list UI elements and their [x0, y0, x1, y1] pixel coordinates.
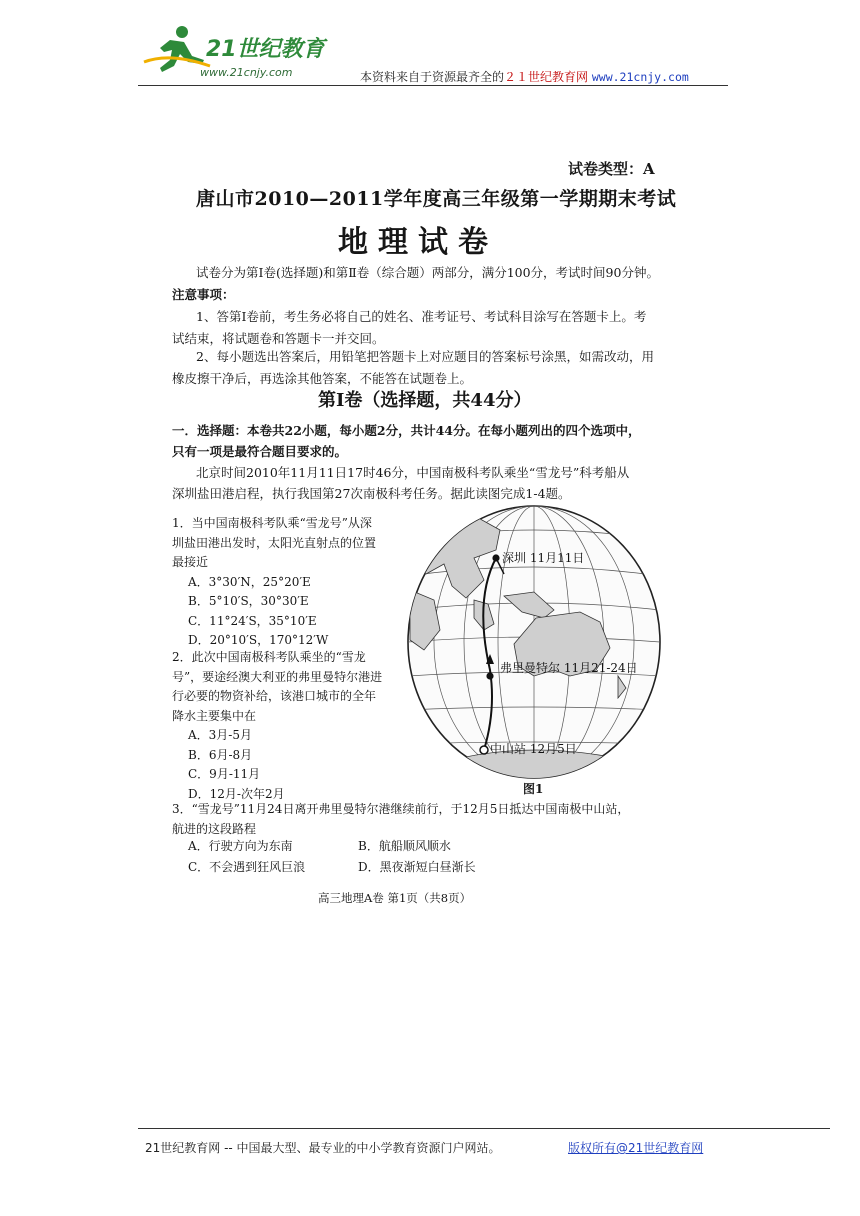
- note-1-line-2: 试结束，将试题卷和答题卡一并交回。: [172, 331, 385, 346]
- question-1-option-c: C．11°24′S，35°10′E: [188, 613, 317, 628]
- question-2: [172, 648, 382, 804]
- logo-url: www.21cnjy.com: [200, 66, 293, 79]
- note-1-line-1: 1、答第Ⅰ卷前，考生务必将自己的姓名、准考证号、考试科目涂写在答题卡上。考: [196, 309, 647, 324]
- section-title: 第Ⅰ卷（选择题，共44分）: [318, 390, 532, 411]
- question-1-line: 圳盐田港出发时，太阳光直射点的位置: [172, 535, 377, 550]
- question-2-option-c: C．9月-11月: [188, 767, 261, 781]
- site-logo[interactable]: [140, 22, 340, 84]
- question-1-line: 最接近: [172, 555, 209, 569]
- question-3-line: 3．“雪龙号”11月24日离开弗里曼特尔港继续前行，于12月5日抵达中国南极中山站，: [172, 802, 630, 816]
- header-url-link[interactable]: www.21cnjy.com: [591, 70, 689, 84]
- note-2-line-1: 2、每小题选出答案后，用铅笔把答题卡上对应题目的答案标号涂黑，如需改动，用: [196, 349, 654, 364]
- question-2-line: 降水主要集中在: [172, 708, 257, 723]
- question-1-option-a: A．3°30′N，25°20′E: [188, 574, 311, 589]
- label-zhongshan: 中山站 12月5日: [490, 742, 577, 756]
- fremantle-marker: [486, 672, 493, 679]
- question-3-options: [188, 836, 476, 878]
- paper-type: 试卷类型：A: [568, 160, 655, 178]
- footer-text: 21世纪教育网 -- 中国最大型、最专业的中小学教育资源门户网站。: [145, 1141, 501, 1155]
- figure-label: 图1: [523, 782, 544, 796]
- exam-intro: 试卷分为第Ⅰ卷(选择题)和第Ⅱ卷（综合题）两部分，满分100分，考试时间90分钟。: [196, 265, 659, 280]
- question-3-option-d: D．黑夜渐短白昼渐长: [358, 860, 476, 874]
- shenzhen-marker: [492, 554, 499, 561]
- header-brand-link[interactable]: ２１世纪教育网: [504, 70, 589, 84]
- exam-title: 唐山市2010—2011学年度高三年级第一学期期末考试: [196, 188, 677, 210]
- question-3: [172, 800, 629, 839]
- subject-title: 地理试卷: [338, 225, 498, 260]
- question-2-option-a: A．3月-5月: [188, 728, 252, 742]
- globe-map: [404, 500, 674, 790]
- section-desc-line-2: 只有一项是最符合题目要求的。: [172, 444, 348, 459]
- header-note: [360, 68, 689, 85]
- question-1: [172, 514, 376, 651]
- question-2-line: 号”，要途经澳大利亚的弗里曼特尔港进: [172, 669, 383, 684]
- question-3-option-b: B．航船顺风顺水: [358, 839, 451, 853]
- label-fremantle: 弗里曼特尔 11月21-24日: [500, 661, 638, 675]
- question-2-line: 2．此次中国南极科考队乘坐的“雪龙: [172, 650, 366, 664]
- question-2-option-b: B．6月-8月: [188, 747, 253, 762]
- question-1-line: 1．当中国南极科考队乘“雪龙号”从深: [172, 516, 372, 530]
- question-3-option-c: C．不会遇到狂风巨浪: [188, 860, 306, 874]
- section-desc-line-1: 一．选择题：本卷共22小题，每小题2分，共计44分。在每小题列出的四个选项中，: [172, 423, 641, 438]
- question-3-option-a: A．行驶方向为东南: [188, 839, 293, 853]
- footer-divider: [138, 1128, 830, 1129]
- question-1-option-b: B．5°10′S，30°30′E: [188, 594, 309, 608]
- question-3-line: 航进的这段路程: [172, 821, 257, 836]
- logo-text: 21世纪教育: [206, 37, 325, 62]
- question-2-option-d: D．12月-次年2月: [188, 786, 285, 801]
- context-line-1: 北京时间2010年11月11日17时46分，中国南极科考队乘坐“雪龙号”科考船从: [196, 465, 630, 480]
- notes-heading: 注意事项：: [172, 287, 235, 302]
- exam-page-number: 高三地理A卷 第1页（共8页）: [318, 891, 472, 905]
- context-line-2: 深圳盐田港启程，执行我国第27次南极科考任务。据此读图完成1-4题。: [172, 486, 571, 501]
- question-2-line: 行必要的物资补给，该港口城市的全年: [172, 689, 377, 703]
- question-1-option-d: D．20°10′S，170°12′W: [188, 633, 329, 647]
- zhongshan-marker: [480, 746, 488, 754]
- note-2-line-2: 橡皮擦干净后，再选涂其他答案，不能答在试题卷上。: [172, 371, 473, 386]
- header-note-prefix: 本资料来自于资源最齐全的: [360, 70, 505, 84]
- label-shenzhen: 深圳 11月11日: [502, 551, 585, 565]
- footer-copyright-link[interactable]: 版权所有@21世纪教育网: [568, 1141, 704, 1155]
- header-divider: [138, 85, 728, 86]
